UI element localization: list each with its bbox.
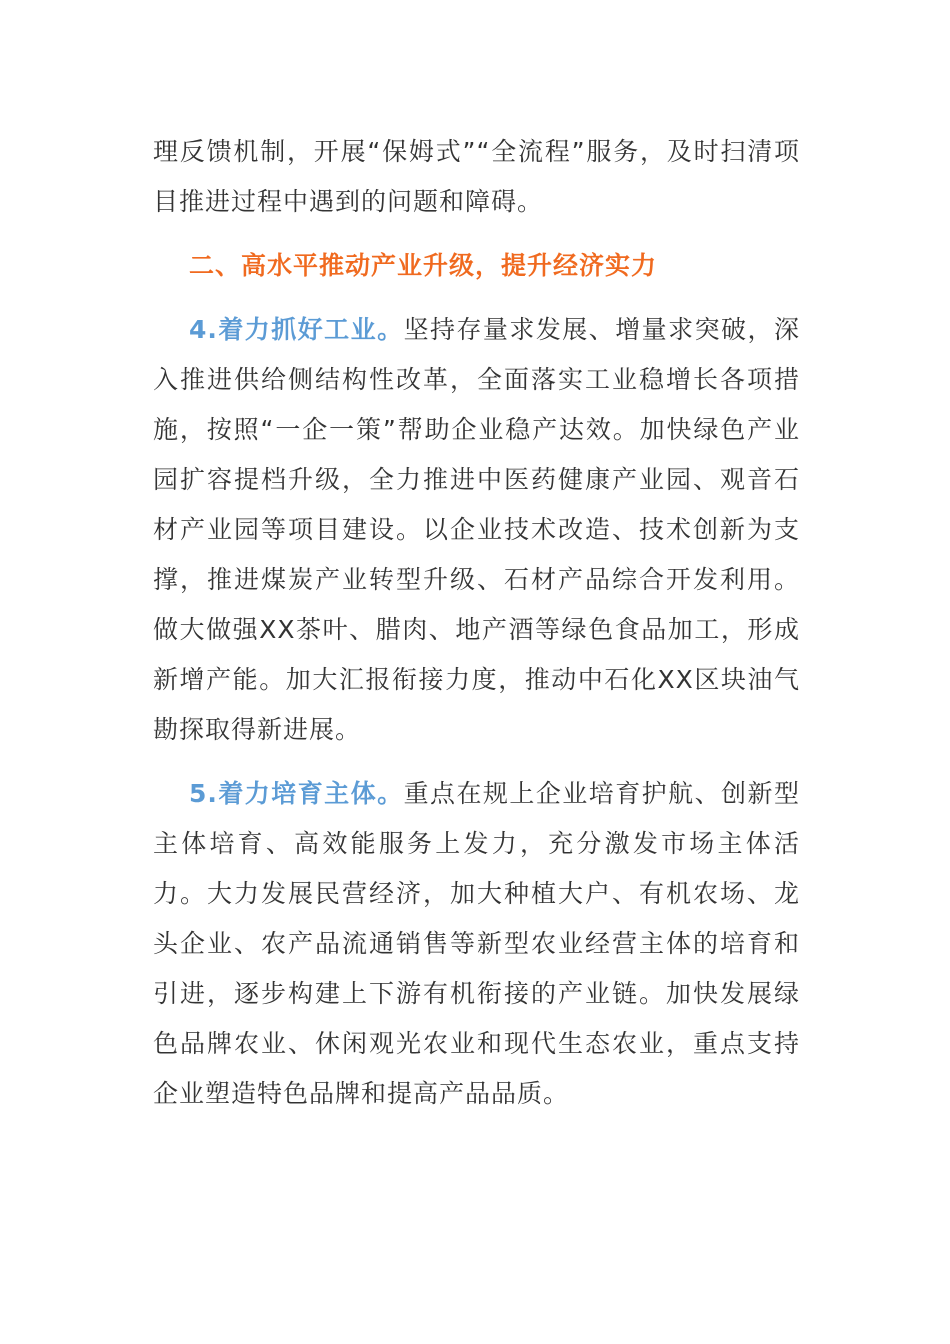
item-body-4: 坚持存量求发展、增量求突破，深入推进供给侧结构性改革，全面落实工业稳增长各项措施，按照“一企一策”帮助企业稳产达效。加快绿色产业园扩容提档升级，全力推进中医药健康产业园、观音石材产业园等项目建设。以企业技术改造、技术创新为支撑，推进煤炭产业转型升级、石材产品综合开发利用。做大做强XX茶叶、腊肉、地产酒等绿色食品加工，形成新增产能。加大汇报衔接力度，推动中石化XX区块油气勘探取得新进展。 [153, 315, 800, 744]
section-heading: 二、高水平推动产业升级，提升经济实力 [189, 251, 658, 280]
intro-paragraph: 理反馈机制，开展“保姆式”“全流程”服务，及时扫清项目推进过程中遇到的问题和障碍。 [153, 137, 800, 216]
item-body-5: 重点在规上企业培育护航、创新型主体培育、高效能服务上发力，充分激发市场主体活力。大力发展民营经济，加大种植大户、有机农场、龙头企业、农产品流通销售等新型农业经营主体的培育和引进，逐步构建上下游有机衔接的产业链。加快发展绿色品牌农业、休闲观光农业和现代生态农业，重点支持企业塑造特色品牌和提高产品品质。 [153, 779, 800, 1108]
paragraph-gap [153, 755, 800, 769]
item-lead-4: 4.着力抓好工业。 [189, 315, 404, 344]
item-paragraph-5 [153, 769, 800, 1119]
document-page [153, 127, 800, 1119]
item-lead-5: 5.着力培育主体。 [189, 779, 404, 808]
item-paragraph-4 [153, 305, 800, 755]
